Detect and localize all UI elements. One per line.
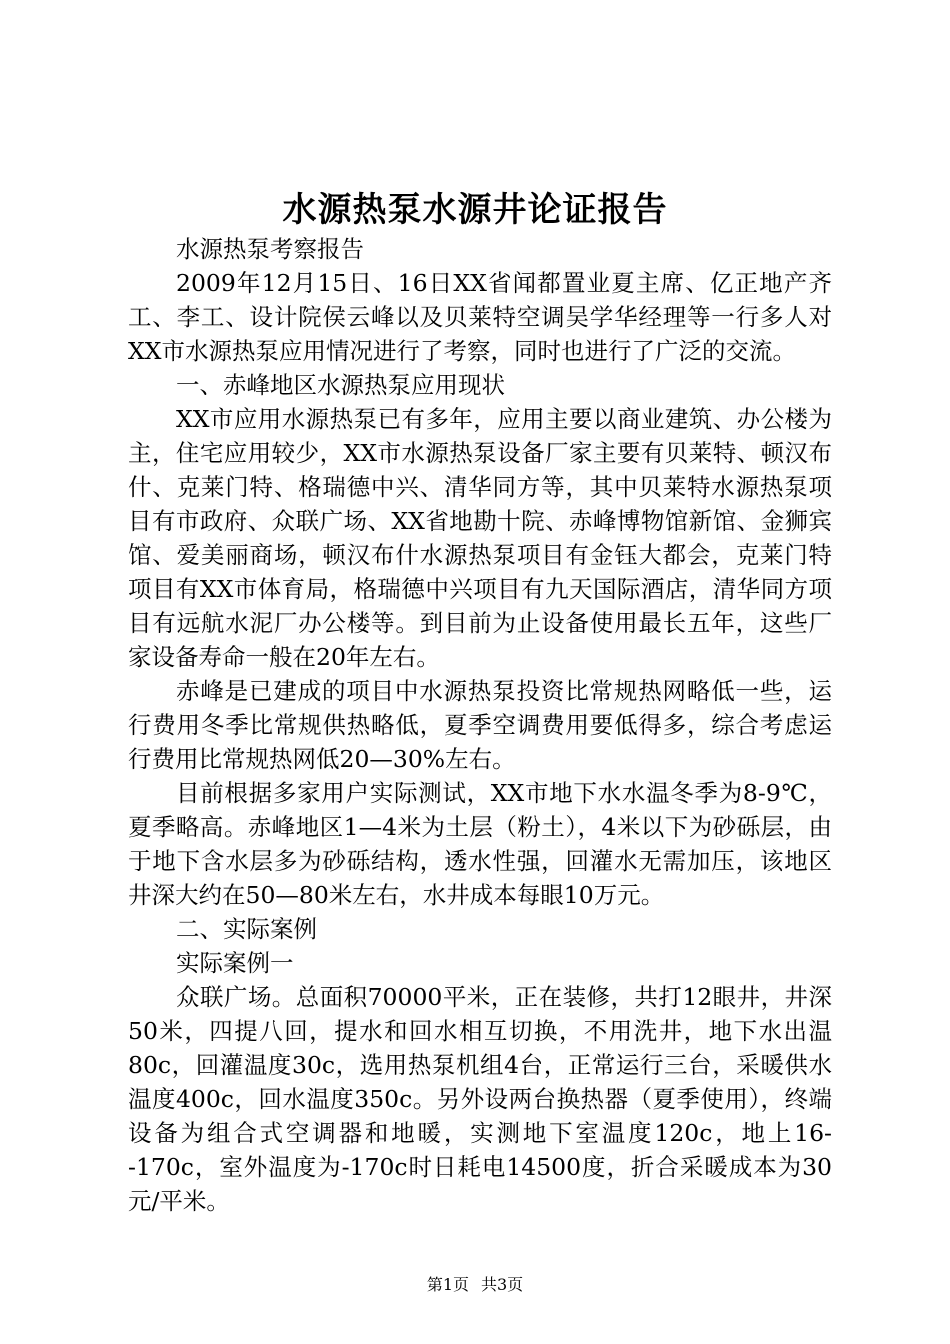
page-footer [0,1274,950,1296]
report-subtitle: 水源热泵考察报告 [176,235,364,263]
body-paragraph: 赤峰是已建成的项目中水源热泵投资比常规热网略低一些，运行费用冬季比常规供热略低，夏季空调费用要低得多，综合考虑运行费用比常规热网低20—30%左右。 [128,677,832,773]
section-heading-1: 一、赤峰地区水源热泵应用现状 [176,371,505,399]
body-paragraph: XX市应用水源热泵已有多年，应用主要以商业建筑、办公楼为主，住宅应用较少，XX市水源热泵设备厂家主要有贝莱特、顿汉布什、克莱门特、格瑞德中兴、清华同方等，其中贝莱特水源热泵项目有市政府、众联广场、XX省地勘十院、赤峰博物馆新馆、金狮宾馆、爱美丽商场，顿汉布什水源热泵项目有金钰大都会，克莱门特项目有XX市体育局，格瑞德中兴项目有九天国际酒店，清华同方项目有远航水泥厂办公楼等。到目前为止设备使用最长五年，这些厂家设备寿命一般在20年左右。 [128,405,832,671]
body-paragraph: 众联广场。总面积70000平米，正在装修，共打12眼井，井深50米，四提八回，提水和回水相互切换，不用洗井，地下水出温80c，回灌温度30c，选用热泵机组4台，正常运行三台，采暖供水温度400c，回水温度350c。另外设两台换热器（夏季使用），终端设备为组合式空调器和地暖，实测地下室温度120c，地上16--170c，室外温度为-170c时日耗电14500度，折合采暖成本为30元/平米。 [128,983,832,1215]
page-number: 第1页 [426,1275,469,1294]
case-heading: 实际案例一 [176,949,294,977]
document-body [128,232,832,1218]
section-heading-2: 二、实际案例 [176,915,317,943]
page-total: 共3页 [481,1275,524,1294]
body-paragraph: 目前根据多家用户实际测试，XX市地下水水温冬季为8-9℃，夏季略高。赤峰地区1—4米为土层（粉土），4米以下为砂砾层，由于地下含水层多为砂砾结构，透水性强，回灌水无需加压，该地区井深大约在50—80米左右，水井成本每眼10万元。 [128,779,832,909]
intro-paragraph: 2009年12月15日、16日XX省闻都置业夏主席、亿正地产齐工、李工、设计院侯云峰以及贝莱特空调吴学华经理等一行多人对XX市水源热泵应用情况进行了考察，同时也进行了广泛的交流。 [128,269,832,365]
document-title: 水源热泵水源井论证报告 [282,190,668,230]
